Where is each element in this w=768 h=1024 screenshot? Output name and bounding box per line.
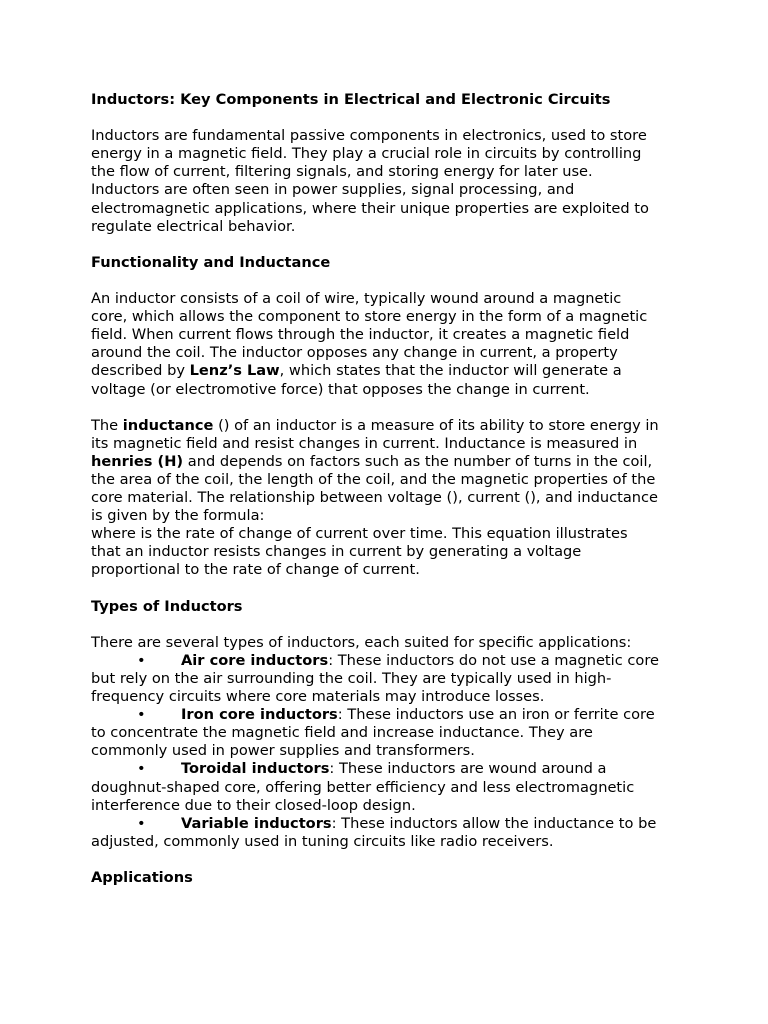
- text-line: interference due to their closed-loop design.: [91, 796, 416, 814]
- section-heading-types: Types of Inductors: [91, 597, 243, 615]
- document-title: Inductors: Key Components in Electrical and Electronic Circuits: [91, 91, 611, 108]
- text-line: proportional to the rate of change of current.: [91, 561, 420, 579]
- text-line: core material. The relationship between voltage (), current (), and inductance: [91, 489, 659, 507]
- inductance-paragraph: [91, 417, 691, 580]
- text-line: where is the rate of change of current over time. This equation illustrates: [91, 525, 628, 543]
- text-line: doughnut-shaped core, offering better efficiency and less electromagnetic: [91, 778, 635, 796]
- text-run: : These inductors are wound around a: [329, 760, 607, 778]
- intro-paragraph: [91, 127, 691, 236]
- text-line: electromagnetic applications, where their unique properties are exploited to: [91, 199, 649, 217]
- text-line: its magnetic field and resist changes in current. Inductance is measured in: [91, 434, 638, 452]
- text-line: around the coil. The inductor opposes any change in current, a property: [91, 344, 618, 362]
- text-line: frequency circuits where core materials may introduce losses.: [91, 688, 545, 706]
- text-run: and depends on factors such as the number of turns in the coil,: [183, 452, 653, 470]
- text-line: voltage (or electromotive force) that opposes the change in current.: [91, 380, 590, 398]
- henries-term: henries (H): [91, 452, 184, 470]
- text-line: [91, 706, 691, 724]
- text-line: core, which allows the component to store energy in the form of a magnetic: [91, 308, 648, 326]
- item-term: Air core inductors: [181, 651, 329, 669]
- text-line: is given by the formula:: [91, 507, 265, 525]
- text-run: : These inductors allow the inductance to be: [331, 814, 657, 832]
- item-term: Iron core inductors: [181, 706, 338, 724]
- text-run: described by: [91, 362, 190, 380]
- item-term: Toroidal inductors: [181, 760, 330, 778]
- list-item: [91, 760, 691, 814]
- list-item: [91, 706, 691, 760]
- bullet-glyph: •: [137, 651, 146, 669]
- spacer: [91, 109, 691, 127]
- text-run: : These inductors use an iron or ferrite core: [337, 706, 655, 724]
- bullet-marker: [91, 652, 181, 670]
- spacer: [91, 236, 691, 254]
- text-line: Inductors are often seen in power supplies, signal processing, and: [91, 181, 575, 199]
- bullet-list: [91, 652, 691, 851]
- spacer: [91, 616, 691, 634]
- text-line: to concentrate the magnetic field and increase inductance. They are: [91, 724, 593, 742]
- text-line: that an inductor resists changes in current by generating a voltage: [91, 543, 582, 561]
- spacer: [91, 399, 691, 417]
- section-heading-applications: Applications: [91, 869, 193, 887]
- section-heading-functionality: Functionality and Inductance: [91, 253, 331, 271]
- spacer: [91, 851, 691, 869]
- text-line: An inductor consists of a coil of wire, typically wound around a magnetic: [91, 290, 622, 308]
- bullet-marker: [91, 815, 181, 833]
- text-line: [91, 652, 691, 670]
- text-line: commonly used in power supplies and transformers.: [91, 742, 475, 760]
- spacer: [91, 580, 691, 598]
- text-line: [91, 815, 691, 833]
- text-line: [91, 417, 691, 435]
- spacer: [91, 272, 691, 290]
- text-line: but rely on the air surrounding the coil. They are typically used in high-: [91, 670, 612, 687]
- bullet-marker: [91, 706, 181, 724]
- text-run: : These inductors do not use a magnetic core: [328, 651, 659, 669]
- document-page: [91, 91, 691, 887]
- text-line: field. When current flows through the inductor, it creates a magnetic field: [91, 326, 630, 344]
- text-line: adjusted, commonly used in tuning circuits like radio receivers.: [91, 832, 554, 850]
- text-line: [91, 362, 691, 380]
- text-line: Inductors are fundamental passive components in electronics, used to store: [91, 127, 647, 145]
- bullet-glyph: •: [137, 706, 146, 724]
- text-run: The: [91, 416, 123, 434]
- text-line: the area of the coil, the length of the coil, and the magnetic properties of the: [91, 470, 656, 488]
- list-item: [91, 815, 691, 851]
- functionality-paragraph: [91, 290, 691, 399]
- text-line: [91, 760, 691, 778]
- text-line: [91, 453, 691, 471]
- text-line: energy in a magnetic field. They play a crucial role in circuits by controlling: [91, 145, 642, 163]
- text-run: , which states that the inductor will generate a: [279, 362, 622, 380]
- text-line: regulate electrical behavior.: [91, 217, 296, 235]
- bullet-marker: [91, 760, 181, 778]
- text-line: the flow of current, filtering signals, and storing energy for later use.: [91, 163, 593, 181]
- item-term: Variable inductors: [181, 814, 332, 832]
- bullet-glyph: •: [137, 760, 146, 778]
- list-item: [91, 652, 691, 706]
- inductance-term: inductance: [122, 416, 214, 434]
- types-intro: There are several types of inductors, each suited for specific applications:: [91, 633, 632, 651]
- text-run: () of an inductor is a measure of its ability to store energy in: [213, 416, 659, 434]
- bullet-glyph: •: [137, 814, 146, 832]
- lenz-law-term: Lenz’s Law: [189, 362, 280, 380]
